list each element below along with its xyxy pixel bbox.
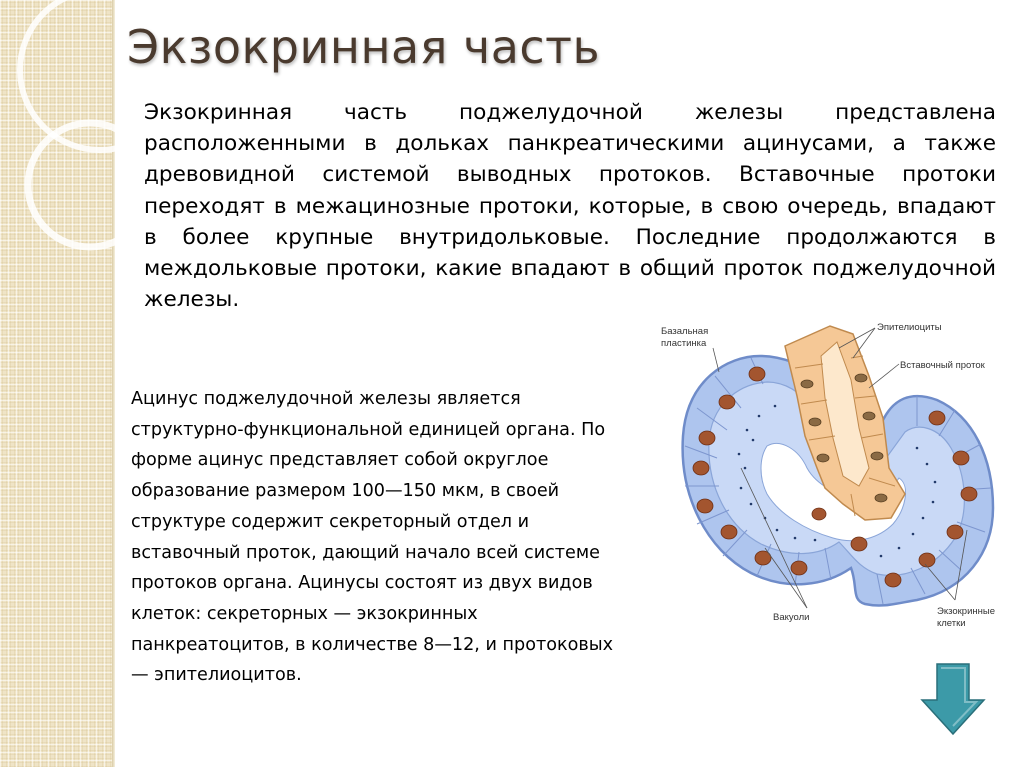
text-line: протоков органа. Ацинусы состоят из двух видов (131, 573, 593, 594)
label-exocrine-cells-1: Экзокринные (937, 606, 995, 617)
text-line: структурно-функциональной единицей органа. По (131, 419, 606, 440)
text-line: форме ацинус представляет собой округлое (131, 450, 549, 471)
label-exocrine-cells-2: клетки (937, 618, 966, 629)
text-line: — эпителиоцитов. (131, 665, 302, 686)
slide-title: Экзокринная часть (127, 20, 601, 74)
text-line: клеток: секреторных — экзокринных (131, 603, 478, 624)
text-line: вставочный проток, дающий начало всей системе (131, 542, 600, 563)
label-vacuoles: Вакуоли (773, 612, 810, 623)
text-line: панкреатоцитов, в количестве 8—12, и протоковых (131, 634, 614, 655)
text-line: структуре содержит секреторный отдел и (131, 511, 530, 532)
main-paragraph: Экзокринная часть поджелудочной железы представлена расположенными в дольках панкреатическими ацинусами, а также древовидной системой выводных протоков. Вставочные протоки переходят в межацинозные протоки, которые, в свою очередь, впадают в более крупные внутридольковые. Последние продолжаются в междольковые протоки, какие впадают в общий проток поджелудочной железы. (144, 100, 996, 313)
label-basal-lamina-2: пластинка (661, 338, 707, 349)
acinus-diagram (655, 318, 1024, 648)
acinus-description (131, 384, 697, 691)
text-line: образование размером 100—150 мкм, в своей (131, 481, 560, 502)
label-intercalated-duct: Вставочный проток (900, 360, 985, 371)
label-epithelial-cells: Эпителиоциты (877, 322, 942, 333)
text-line: Ацинус поджелудочной железы является (131, 389, 521, 409)
down-arrow-icon[interactable] (920, 662, 986, 736)
label-basal-lamina-1: Базальная (661, 326, 709, 337)
